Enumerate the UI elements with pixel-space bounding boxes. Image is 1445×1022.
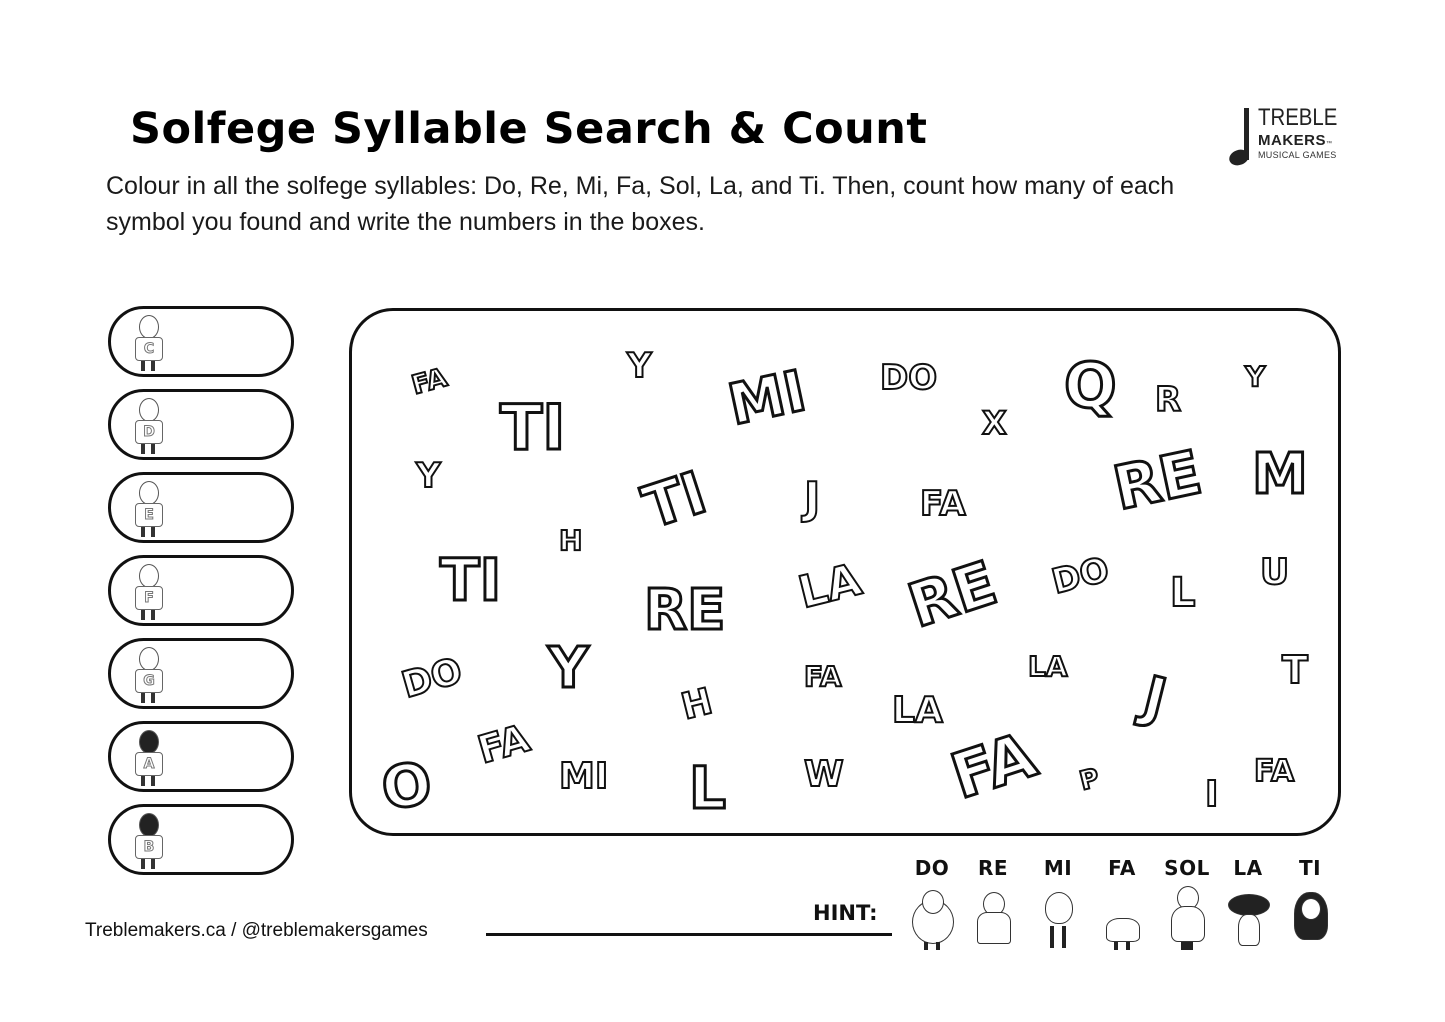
divider-line [486, 933, 892, 936]
instructions-text: Colour in all the solfege syllables: Do, Re, Mi, Fa, Sol, La, and Ti. Then, count how many of each symbol you found and write the numbers in the boxes. [106, 172, 1175, 236]
puzzle-letter[interactable]: Q [1064, 349, 1117, 422]
character-do-icon [910, 890, 954, 952]
character-e-icon: E [121, 479, 175, 539]
puzzle-letter[interactable]: L [689, 754, 726, 822]
puzzle-letter[interactable]: H [677, 680, 717, 729]
credit-text: Treblemakers.ca / @treblemakersgames [85, 920, 428, 941]
count-box-f[interactable] [108, 555, 294, 626]
puzzle-letter[interactable]: J [804, 473, 821, 524]
word-search-area [349, 308, 1341, 836]
logo-line-2 [1258, 132, 1333, 149]
hint-syllable: MI [1043, 856, 1073, 880]
character-d-icon: D [121, 396, 175, 456]
character-f-icon: F [121, 562, 175, 622]
character-la-icon [1226, 890, 1270, 952]
hint-syllable: LA [1233, 856, 1263, 880]
character-g-icon: G [121, 645, 175, 705]
puzzle-letter[interactable]: L [1170, 570, 1196, 616]
puzzle-letter[interactable]: T [1282, 648, 1308, 692]
puzzle-letter[interactable]: Y [1245, 360, 1266, 393]
puzzle-letter[interactable]: Y [548, 636, 589, 701]
puzzle-letter[interactable]: RE [900, 548, 1005, 642]
hint-fa [1092, 856, 1152, 952]
puzzle-letter[interactable]: J [1136, 664, 1173, 733]
puzzle-letter[interactable]: FA [942, 717, 1045, 814]
page-title: Solfege Syllable Search & Count [130, 104, 928, 154]
count-box-g[interactable] [108, 638, 294, 709]
character-re-icon [971, 890, 1015, 952]
puzzle-letter[interactable]: R [1155, 380, 1182, 420]
puzzle-letter[interactable]: FA [472, 715, 535, 773]
puzzle-letter[interactable]: I [1205, 774, 1219, 815]
character-c-icon: C [121, 313, 175, 373]
hint-sol [1157, 856, 1217, 952]
logo-line-1: TREBLE [1258, 104, 1338, 131]
hint-syllable: SOL [1164, 856, 1210, 880]
hint-re [963, 856, 1023, 952]
hint-syllable: DO [914, 856, 950, 880]
character-fa-icon [1100, 890, 1144, 952]
puzzle-letter[interactable]: M [1252, 442, 1308, 507]
treblemakers-logo [1228, 104, 1348, 172]
puzzle-letter[interactable]: RE [1107, 437, 1208, 525]
trademark: ™ [1326, 141, 1333, 147]
puzzle-letter[interactable]: DO [1048, 549, 1114, 603]
puzzle-letter[interactable]: FA [804, 660, 842, 693]
character-mi-icon [1036, 890, 1080, 952]
puzzle-letter[interactable]: P [1076, 763, 1103, 797]
character-ti-icon [1288, 890, 1332, 952]
hint-do [902, 856, 962, 952]
puzzle-letter[interactable]: Y [627, 346, 652, 386]
puzzle-letter[interactable]: LA [793, 554, 867, 619]
count-box-e[interactable] [108, 472, 294, 543]
puzzle-letter[interactable]: FA [920, 484, 966, 524]
puzzle-letter[interactable]: U [1260, 552, 1290, 593]
hint-syllable: TI [1298, 856, 1322, 880]
hint-la [1218, 856, 1278, 952]
puzzle-letter[interactable]: W [804, 754, 844, 795]
puzzle-letter[interactable]: Y [416, 456, 441, 496]
hint-ti [1280, 856, 1340, 952]
hint-syllable: RE [977, 856, 1009, 880]
hint-label: HINT: [813, 901, 878, 925]
puzzle-letter[interactable]: MI [559, 756, 609, 797]
puzzle-letter[interactable]: TI [634, 458, 715, 542]
character-sol-icon [1165, 890, 1209, 952]
character-a-icon: A [121, 728, 175, 788]
puzzle-letter[interactable]: TI [440, 546, 502, 614]
puzzle-letter[interactable]: DO [880, 358, 938, 398]
puzzle-letter[interactable]: RE [644, 578, 726, 643]
count-box-a[interactable] [108, 721, 294, 792]
count-box-c[interactable] [108, 306, 294, 377]
puzzle-letter[interactable]: LA [1028, 650, 1068, 683]
hint-syllable: FA [1108, 856, 1136, 880]
puzzle-letter[interactable]: FA [408, 362, 451, 402]
puzzle-letter[interactable]: TI [500, 391, 566, 464]
puzzle-letter[interactable]: MI [722, 358, 812, 439]
count-box-d[interactable] [108, 389, 294, 460]
logo-makers: MAKERS [1258, 132, 1327, 149]
puzzle-letter[interactable]: LA [892, 690, 943, 731]
puzzle-letter[interactable]: DO [397, 650, 467, 707]
puzzle-letter[interactable]: H [559, 524, 583, 557]
puzzle-letter[interactable]: O [377, 748, 436, 824]
character-b-icon: B [121, 811, 175, 871]
logo-line-3: MUSICAL GAMES [1258, 150, 1337, 160]
puzzle-letter[interactable]: FA [1254, 754, 1295, 789]
count-box-b[interactable] [108, 804, 294, 875]
puzzle-letter[interactable]: X [982, 404, 1007, 442]
hint-mi [1028, 856, 1088, 952]
